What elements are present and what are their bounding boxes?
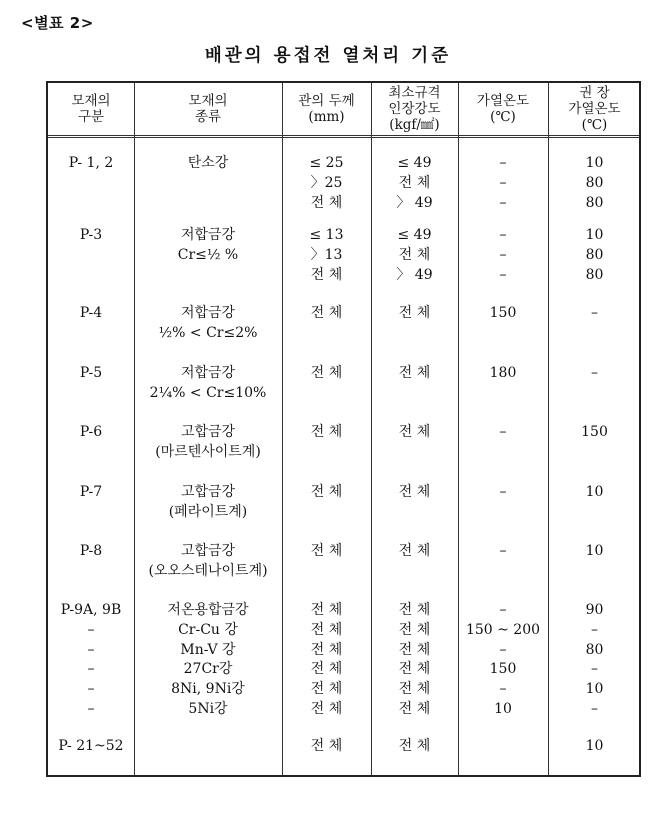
cell-heating-temperature: [458, 737, 548, 757]
cell-tensile-strength: [371, 364, 458, 384]
cell-line: 전 체: [398, 365, 431, 381]
cell-pipe-thickness: [282, 226, 371, 285]
cell-line: 전 체: [310, 641, 343, 658]
cell-base-group: [48, 737, 134, 757]
cell-line: 10: [494, 700, 512, 717]
cell-line: 전 체: [398, 543, 431, 559]
cell-pipe-thickness: [282, 304, 371, 324]
cell-base-material: [134, 226, 282, 266]
cell-line: P-9A, 9B: [60, 602, 122, 618]
cell-line: –: [499, 246, 507, 263]
cell-line: 전 체: [398, 661, 431, 678]
header-pipe-thickness: 관의 두께 (mm): [298, 93, 355, 125]
cell-heating-temperature: [458, 542, 548, 562]
cell-line: 탄소강: [187, 155, 229, 171]
cell-pipe-thickness: [282, 542, 371, 562]
cell-line: 전 체: [310, 738, 343, 754]
cell-line: 180: [489, 365, 517, 381]
cell-recommended-temperature: [548, 154, 641, 213]
cell-line: 〉13: [310, 246, 343, 263]
cell-line: 전 체: [310, 543, 343, 559]
cell-line: 전 체: [310, 424, 343, 440]
cell-tensile-strength: [371, 423, 458, 443]
cell-line: –: [499, 266, 507, 283]
cell-recommended-temperature: [548, 737, 641, 757]
header-base-material: 모재의 종류: [188, 93, 228, 125]
cell-line: 80: [585, 246, 604, 263]
cell-pipe-thickness: [282, 601, 371, 720]
cell-line: 전 체: [310, 365, 343, 381]
cell-pipe-thickness: [282, 737, 371, 757]
cell-tensile-strength: [371, 601, 458, 720]
cell-line: (페라이트계): [168, 503, 248, 520]
cell-line: 전 체: [398, 738, 431, 754]
cell-line: ≤ 13: [309, 227, 344, 243]
cell-line: 전 체: [398, 621, 431, 638]
cell-base-material: [134, 154, 282, 174]
cell-heating-temperature: [458, 423, 548, 443]
cell-line: 10: [585, 484, 604, 500]
cell-line: 전 체: [398, 246, 431, 263]
cell-line: –: [499, 484, 507, 500]
cell-line: ≤ 49: [397, 227, 432, 243]
cell-base-material: [134, 542, 282, 582]
cell-base-group: [48, 423, 134, 443]
cell-heating-temperature: [458, 304, 548, 324]
cell-line: P-5: [79, 365, 103, 381]
cell-line: 150: [489, 661, 517, 678]
cell-line: –: [499, 424, 507, 440]
cell-base-material: [134, 601, 282, 720]
cell-line: –: [591, 365, 598, 381]
cell-pipe-thickness: [282, 364, 371, 384]
cell-line: –: [591, 305, 598, 321]
cell-line: (오오스테나이트계): [148, 562, 268, 579]
cell-tensile-strength: [371, 542, 458, 562]
cell-line: –: [499, 227, 507, 243]
cell-heating-temperature: [458, 483, 548, 503]
cell-line: P-8: [79, 543, 103, 559]
cell-line: 전 체: [310, 700, 343, 717]
cell-line: ≤ 49: [397, 155, 432, 171]
cell-line: –: [87, 621, 95, 638]
cell-line: 저합금강: [180, 365, 236, 381]
cell-base-group: [48, 364, 134, 384]
cell-line: –: [87, 661, 95, 678]
cell-line: –: [591, 621, 598, 638]
cell-base-material: [134, 364, 282, 404]
cell-line: 〉25: [310, 174, 343, 191]
cell-line: 80: [585, 174, 604, 191]
cell-line: 80: [585, 641, 604, 658]
cell-recommended-temperature: [548, 542, 641, 562]
cell-line: 5Ni강: [188, 700, 228, 717]
cell-line: 전 체: [398, 700, 431, 717]
cell-line: 저온용합금강: [167, 602, 249, 618]
cell-line: 10: [585, 681, 604, 698]
cell-line: 150 ~ 200: [465, 621, 541, 638]
cell-tensile-strength: [371, 304, 458, 324]
cell-base-material: [134, 304, 282, 344]
cell-heating-temperature: [458, 226, 548, 285]
cell-line: –: [87, 681, 95, 698]
cell-base-group: [48, 154, 134, 174]
cell-line: 전 체: [398, 641, 431, 658]
heat-treatment-table: [46, 81, 641, 777]
cell-line: –: [499, 681, 507, 698]
cell-base-material: [134, 737, 282, 757]
cell-recommended-temperature: [548, 364, 641, 384]
header-heating-temperature: 가열온도 (℃): [476, 93, 530, 125]
cell-line: 2¼% < Cr≤10%: [149, 384, 267, 401]
cell-line: 10: [585, 227, 604, 243]
cell-line: 전 체: [310, 681, 343, 698]
header-divider: [48, 135, 639, 138]
cell-line: 전 체: [310, 194, 343, 211]
cell-line: 전 체: [310, 602, 343, 618]
page-title: 배관의 용접전 열처리 기준: [204, 46, 452, 66]
cell-line: (마르텐사이트계): [155, 443, 261, 460]
cell-line: P-4: [79, 305, 103, 321]
cell-tensile-strength: [371, 737, 458, 757]
cell-pipe-thickness: [282, 154, 371, 213]
cell-pipe-thickness: [282, 483, 371, 503]
cell-recommended-temperature: [548, 483, 641, 503]
cell-line: –: [591, 661, 598, 678]
cell-line: 전 체: [398, 305, 431, 321]
cell-recommended-temperature: [548, 423, 641, 443]
cell-line: 전 체: [398, 484, 431, 500]
cell-line: 고합금강: [180, 424, 236, 440]
cell-line: 150: [489, 305, 517, 321]
cell-base-group: [48, 542, 134, 562]
cell-base-group: [48, 226, 134, 246]
cell-line: 80: [585, 194, 604, 211]
header-base-group: 모재의 구분: [71, 93, 111, 125]
cell-line: P-6: [79, 424, 103, 440]
cell-line: 전 체: [398, 602, 431, 618]
cell-line: 저합금강: [180, 227, 236, 243]
cell-line: 고합금강: [180, 543, 236, 559]
cell-line: 전 체: [398, 424, 431, 440]
cell-pipe-thickness: [282, 423, 371, 443]
cell-line: Cr-Cu 강: [178, 621, 238, 638]
cell-tensile-strength: [371, 483, 458, 503]
cell-line: Mn-V 강: [180, 641, 236, 658]
cell-line: 10: [585, 738, 604, 754]
cell-line: ½% < Cr≤2%: [158, 324, 258, 341]
cell-base-material: [134, 423, 282, 463]
cell-line: 전 체: [398, 174, 431, 191]
cell-base-group: [48, 304, 134, 324]
cell-line: –: [499, 155, 507, 171]
cell-base-material: [134, 483, 282, 523]
cell-line: 전 체: [310, 621, 343, 638]
cell-line: 전 체: [310, 661, 343, 678]
cell-tensile-strength: [371, 226, 458, 285]
cell-recommended-temperature: [548, 601, 641, 720]
cell-line: –: [499, 543, 507, 559]
cell-line: 고합금강: [180, 484, 236, 500]
cell-line: –: [87, 641, 95, 658]
cell-line: –: [499, 641, 507, 658]
cell-line: –: [591, 700, 598, 717]
cell-recommended-temperature: [548, 226, 641, 285]
cell-line: 전 체: [398, 681, 431, 698]
cell-line: 27Cr강: [183, 661, 233, 678]
cell-recommended-temperature: [548, 304, 641, 324]
cell-heating-temperature: [458, 154, 548, 213]
cell-line: P- 1, 2: [68, 155, 114, 171]
cell-line: 10: [585, 155, 604, 171]
cell-line: 10: [585, 543, 604, 559]
cell-base-group: [48, 483, 134, 503]
header-tensile-strength: 최소규격 인장강도 (kgf/㎟): [388, 85, 441, 133]
cell-line: –: [499, 174, 507, 191]
annex-label: <별표 2>: [21, 14, 94, 32]
cell-line: 8Ni, 9Ni강: [171, 681, 245, 698]
cell-tensile-strength: [371, 154, 458, 213]
cell-line: 저합금강: [180, 305, 236, 321]
header-recommended-temperature: 권 장 가열온도 (℃): [568, 85, 621, 133]
cell-line: 전 체: [310, 484, 343, 500]
cell-line: 〉 49: [396, 194, 433, 211]
cell-line: P-3: [79, 227, 103, 243]
cell-line: –: [87, 700, 95, 717]
cell-base-group: [48, 601, 134, 720]
cell-line: 〉 49: [396, 266, 433, 283]
cell-line: 90: [585, 602, 604, 618]
cell-line: –: [499, 194, 507, 211]
cell-line: –: [499, 602, 507, 618]
cell-line: P-7: [79, 484, 103, 500]
cell-heating-temperature: [458, 601, 548, 720]
cell-line: 전 체: [310, 266, 343, 283]
cell-heating-temperature: [458, 364, 548, 384]
cell-line: 80: [585, 266, 604, 283]
cell-line: Cr≤½ %: [177, 246, 239, 263]
cell-line: P- 21~52: [58, 738, 124, 754]
cell-line: 150: [581, 424, 608, 440]
cell-line: 전 체: [310, 305, 343, 321]
cell-line: ≤ 25: [309, 155, 344, 171]
